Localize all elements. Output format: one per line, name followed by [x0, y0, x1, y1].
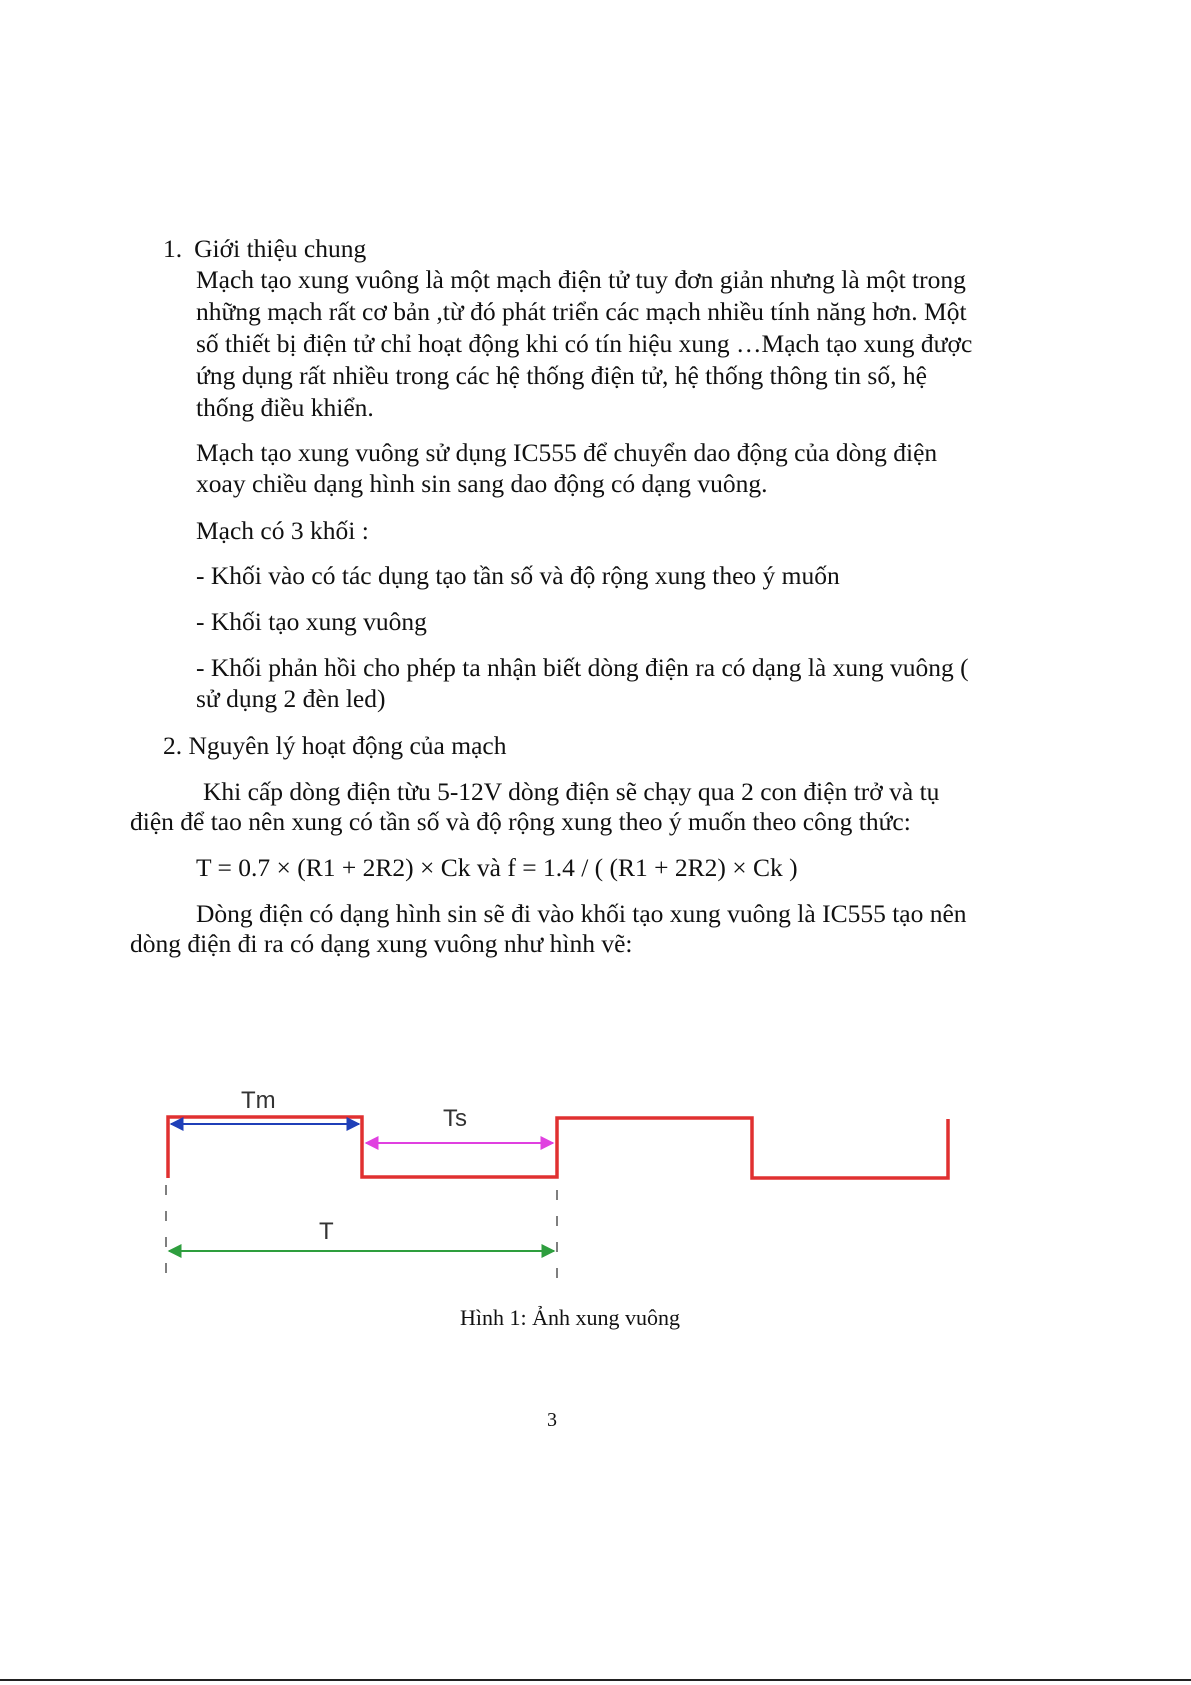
paragraph-line: Mạch tạo xung vuông là một mạch điện tử tuy đơn giản nhưng là một trong — [196, 265, 966, 294]
section-1-title: Giới thiệu chung — [194, 234, 367, 263]
formula: T = 0.7 × (R1 + 2R2) × Ck và f = 1.4 / ( (R1 + 2R2) × Ck ) — [196, 853, 798, 882]
paragraph-line: những mạch rất cơ bản ,từ đó phát triển các mạch nhiều tính năng hơn. Một — [196, 297, 967, 326]
paragraph-line: Dòng điện có dạng hình sin sẽ đi vào khối tạo xung vuông là IC555 tạo nên — [196, 899, 967, 928]
ts-label: Ts — [443, 1105, 467, 1132]
block-item-pulse-generator: - Khối tạo xung vuông — [196, 607, 427, 636]
paragraph-line: xoay chiều dạng hình sin sang dao động có dạng vuông. — [196, 469, 768, 498]
section-1-number: 1. — [163, 234, 183, 263]
paragraph-line: - Khối phản hồi cho phép ta nhận biết dòng điện ra có dạng là xung vuông ( — [196, 653, 969, 682]
block-item-input: - Khối vào có tác dụng tạo tần số và độ rộng xung theo ý muốn — [196, 561, 840, 590]
tm-label: Tm — [241, 1087, 276, 1114]
section-2-heading: 2. Nguyên lý hoạt động của mạch — [163, 731, 507, 760]
square-wave-signal — [168, 1117, 948, 1178]
t-label: T — [319, 1218, 334, 1245]
section-1-heading — [163, 232, 366, 266]
page-number: 3 — [547, 1409, 557, 1431]
paragraph-line: điện để tao nên xung có tần số và độ rộng xung theo ý muốn theo công thức: — [130, 807, 911, 836]
paragraph-line: dòng điện đi ra có dạng xung vuông như hình vẽ: — [130, 929, 633, 958]
blocks-intro: Mạch có 3 khối : — [196, 516, 369, 545]
figure-content — [166, 1087, 948, 1287]
paragraph-line: Mạch tạo xung vuông sử dụng IC555 để chuyển dao động của dòng điện — [196, 438, 938, 467]
paragraph-line: thống điều khiển. — [196, 393, 374, 422]
paragraph-line: số thiết bị điện tử chỉ hoạt động khi có tín hiệu xung …Mạch tạo xung được — [196, 329, 973, 358]
paragraph-line: Khi cấp dòng điện từu 5-12V dòng điện sẽ chạy qua 2 con điện trở và tụ — [203, 777, 940, 806]
bottom-rule — [0, 1679, 1191, 1681]
paragraph-line: sử dụng 2 đèn led) — [196, 684, 386, 713]
paragraph-line: ứng dụng rất nhiều trong các hệ thống điện tử, hệ thống thông tin số, hệ — [196, 361, 927, 390]
figure-caption: Hình 1: Ảnh xung vuông — [460, 1305, 680, 1330]
